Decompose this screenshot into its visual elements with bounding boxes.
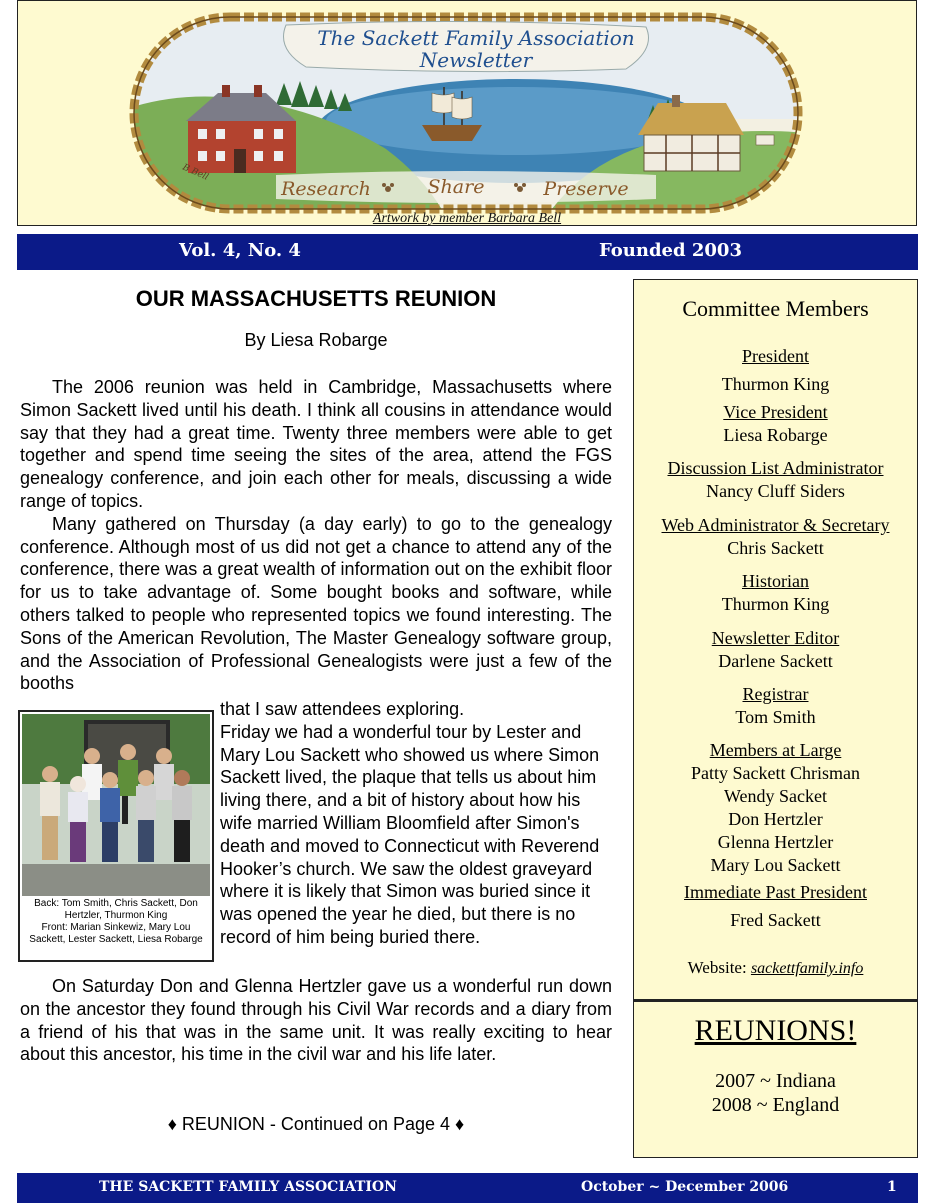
member-at-large: Mary Lou Sackett (710, 855, 841, 875)
article-wrap-text (220, 698, 612, 949)
motto-preserve: Preserve (543, 178, 629, 200)
volume-bar (17, 234, 918, 270)
role-immediate-past-president: Immediate Past President (684, 882, 867, 902)
footer-org-name: THE SACKETT FAMILY ASSOCIATION (99, 1179, 397, 1195)
article-title: OUR MASSACHUSETTS REUNION (135, 286, 497, 311)
website-label: Website: (687, 958, 747, 977)
masthead-illustration (126, 9, 806, 217)
name-immediate-past-president: Fred Sackett (730, 910, 821, 930)
article-paragraph-1: The 2006 reunion was held in Cambridge, Massachusetts where Simon Sackett lived until his death. I think all cousins in attendance would say that they had a great time. Twenty three members were able to get together and spend time seeing the sites of the area, attend the FGS genealogy conference, and join each other for meals, discussing a wide range of topics. (20, 377, 612, 511)
role-registrar: Registrar (742, 684, 809, 704)
website-link[interactable]: sackettfamily.info (750, 960, 864, 977)
role-newsletter-editor: Newsletter Editor (711, 628, 840, 648)
role-president: President (742, 346, 809, 366)
group-photo-image (22, 714, 210, 896)
photo-caption-back: Back: Tom Smith, Chris Sackett, Don Hertzler, Thurmon King (34, 898, 198, 921)
member-at-large: Don Hertzler (728, 809, 823, 829)
name-web-admin-secretary: Chris Sackett (727, 538, 824, 558)
article-paragraph-4: On Saturday Don and Glenna Hertzler gave us a wonderful run down on the ancestor they found through his Civil War records and a diary from a friend of his that was in the same unit. It was really exciting to hear about this ancestor, his time in the civil war and his life later. (20, 976, 612, 1065)
photo-caption-front: Front: Marian Sinkewiz, Mary Lou Sackett, Lester Sackett, Liesa Robarge (29, 922, 203, 945)
article-paragraph-3a: that I saw attendees exploring. (220, 699, 465, 719)
name-newsletter-editor: Darlene Sackett (718, 651, 833, 671)
volume-number: Vol. 4, No. 4 (179, 240, 301, 261)
member-at-large: Glenna Hertzler (717, 832, 834, 852)
committee-sidebar (633, 279, 918, 1158)
continued-notice: ♦ REUNION - Continued on Page 4 ♦ (167, 1114, 465, 1134)
article-after-text (20, 975, 612, 1066)
article-paragraph-2: Many gathered on Thursday (a day early) to go to the genealogy conference. Although most of us did not get a chance to attend any of the conference, there was a great wealth of information out on the exhibit floor for us to take advantage of. Some bought books and software, while others talked to people who represented topics we found interesting. The Sons of the American Revolution, The Master Genealogy software group, and the Association of Professional Genealogists were just a few of the booths (20, 513, 612, 694)
footer-page-number: 1 (887, 1179, 897, 1195)
role-historian: Historian (742, 571, 809, 591)
member-at-large: Patty Sackett Chrisman (691, 763, 860, 783)
masthead (17, 0, 917, 226)
name-president: Thurmon King (721, 374, 830, 394)
name-historian: Thurmon King (721, 594, 830, 614)
footer-date: October ~ December 2006 (581, 1179, 789, 1195)
founded-year: Founded 2003 (599, 240, 742, 261)
artist-signature: B Bell (180, 162, 210, 183)
sidebar-divider (634, 999, 917, 1002)
role-discussion-list-admin: Discussion List Administrator (667, 458, 884, 478)
article-body (20, 376, 612, 695)
role-members-at-large: Members at Large (709, 740, 842, 760)
reunions-title: REUNIONS! (694, 1014, 857, 1047)
motto-research: Research (281, 178, 371, 200)
role-vice-president: Vice President (723, 402, 828, 422)
reunion-2008: 2008 ~ England (711, 1094, 840, 1116)
reunion-2007: 2007 ~ Indiana (715, 1070, 836, 1092)
footer-bar (17, 1173, 918, 1203)
name-vice-president: Liesa Robarge (723, 425, 828, 445)
website-line (634, 958, 917, 978)
masthead-title-line1: The Sackett Family Association (317, 26, 635, 50)
masthead-title-line2: Newsletter (419, 48, 533, 72)
committee-title: Committee Members (682, 296, 869, 321)
photo-caption (24, 898, 208, 946)
member-at-large: Wendy Sacket (723, 786, 828, 806)
article-paragraph-3b: Friday we had a wonderful tour by Lester and Mary Lou Sackett who showed us where Simon Sackett lived, the plaque that tells us about him living there, and a bit of history about how his wife married William Bloomfield after Simon's death and moved to Connecticut with Reverend Hooker’s church. We saw the oldest graveyard where it is likely that Simon was buried since it was opened the year he died, but there is no record of him being buried there. (220, 721, 600, 947)
article-byline: By Liesa Robarge (244, 330, 388, 350)
artwork-credit: Artwork by member Barbara Bell (372, 211, 562, 226)
name-discussion-list-admin: Nancy Cluff Siders (706, 481, 845, 501)
reunion-photo (18, 710, 214, 962)
name-registrar: Tom Smith (735, 707, 816, 727)
role-web-admin-secretary: Web Administrator & Secretary (661, 515, 890, 535)
motto-share: Share (427, 176, 485, 198)
